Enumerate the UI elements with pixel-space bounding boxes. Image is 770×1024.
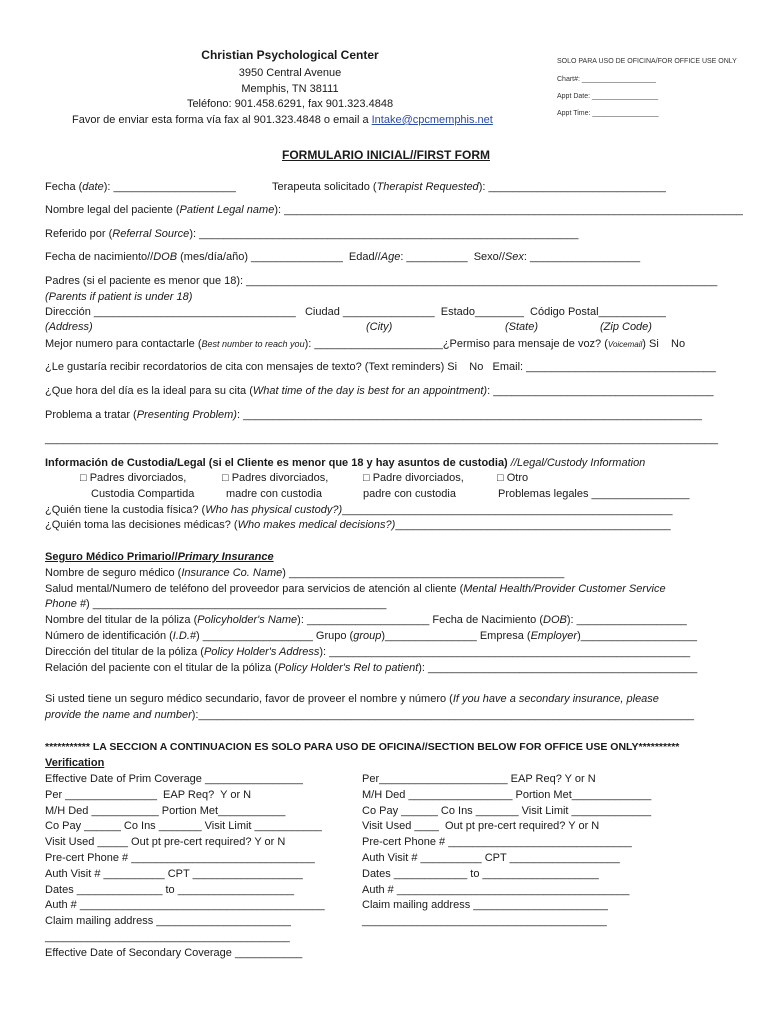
verification-left-field[interactable]: Dates ______________ to ___________________ bbox=[45, 883, 294, 896]
email-link[interactable]: Intake@cpcmemphis.net bbox=[371, 114, 493, 126]
fax-email-line bbox=[72, 113, 493, 127]
text-reminders-row[interactable]: ¿Le gustaría recibir recordatorios de cita con mensajes de texto? (Text reminders) Si No Email: _______________________________ bbox=[45, 361, 716, 373]
verification-left-field[interactable]: Pre-cert Phone # ______________________________ bbox=[45, 852, 315, 864]
verification-heading: Verification bbox=[45, 757, 105, 769]
org-name: Christian Psychological Center bbox=[201, 48, 379, 62]
verification-left-field[interactable]: Per _______________ EAP Req? Y or N bbox=[45, 788, 252, 801]
verification-left-field[interactable]: M/H Ded ___________ Portion Met___________ bbox=[45, 804, 286, 817]
verification-right-field[interactable]: Auth # ______________________________________ bbox=[362, 883, 630, 896]
state-hint: (State) bbox=[505, 321, 539, 333]
custody-option-father[interactable]: □ Padre divorciados, bbox=[363, 472, 464, 484]
verification-left-field[interactable]: ________________________________________ bbox=[45, 931, 290, 943]
therapist-field[interactable]: Terapeuta solicitado (Therapist Requested): _____________________________ bbox=[272, 181, 666, 193]
office-only-banner: *********** LA SECCION A CONTINUACION ES SOLO PARA USO DE OFICINA//SECTION BELOW FOR OFFICE USE ONLY********** bbox=[45, 741, 680, 753]
verification-right-field[interactable]: ________________________________________ bbox=[362, 915, 607, 928]
address-line-1: 3950 Central Avenue bbox=[238, 67, 342, 79]
zip-hint: (Zip Code) bbox=[600, 321, 652, 333]
patient-name-field[interactable]: Nombre legal del paciente (Patient Legal name): ___________________________________________________________________________ bbox=[45, 204, 743, 216]
custody-option-other[interactable]: □ Otro bbox=[497, 472, 529, 484]
custody-option-father-label: padre con custodia bbox=[363, 488, 456, 500]
verification-left-field[interactable]: Auth Visit # __________ CPT __________________ bbox=[45, 867, 303, 880]
verification-right-field[interactable]: Dates ____________ to ___________________ bbox=[362, 867, 599, 880]
verification-right-field[interactable]: Pre-cert Phone # ______________________________ bbox=[362, 836, 632, 849]
custody-option-shared[interactable]: □ Padres divorciados, bbox=[80, 472, 187, 484]
verification-left-field[interactable]: Visit Used _____ Out pt pre-cert required? Y or N bbox=[45, 836, 286, 849]
legal-problems-field[interactable]: Problemas legales ________________ bbox=[498, 488, 690, 500]
verification-right-field[interactable]: Per_____________________ EAP Req? Y or N bbox=[362, 773, 596, 785]
secondary-insurance-field[interactable]: provide the name and number):_________________________________________________________________________________ bbox=[45, 709, 695, 721]
secondary-insurance-label: Si usted tiene un seguro médico secundario, favor de proveer el nombre y número (If you have a secondary insurance, please bbox=[45, 693, 659, 705]
appointment-time-field[interactable]: ¿Que hora del día es la ideal para su cita (What time of the day is best for an appointment): ____________________________________ bbox=[45, 385, 714, 397]
chart-number-field[interactable]: Chart#: ___________________ bbox=[557, 76, 656, 83]
appt-time-field[interactable]: Appt Time: _________________ bbox=[557, 110, 659, 117]
problem-continuation-line[interactable]: ______________________________________________________________________________________________________________ bbox=[45, 433, 718, 445]
verification-left-field[interactable]: Co Pay ______ Co Ins _______ Visit Limit ___________ bbox=[45, 820, 322, 833]
verification-right-field[interactable]: Claim mailing address ______________________ bbox=[362, 899, 608, 912]
verification-left-field[interactable]: Effective Date of Secondary Coverage ___________ bbox=[45, 946, 303, 959]
form-title: FORMULARIO INICIAL//FIRST FORM bbox=[282, 148, 490, 162]
phone-line: Teléfono: 901.458.6291, fax 901.323.4848 bbox=[186, 98, 394, 110]
physical-custody-field[interactable]: ¿Quién tiene la custodia física? (Who has physical custody?)______________________________________________________ bbox=[45, 504, 673, 516]
address-hint: (Address) bbox=[45, 321, 93, 333]
custody-option-mother[interactable]: □ Padres divorciados, bbox=[222, 472, 329, 484]
policyholder-relation-field[interactable]: Relación del paciente con el titular de la póliza (Policy Holder's Rel to patient): ____________________________________________ bbox=[45, 662, 698, 674]
verification-right-field[interactable]: Visit Used ____ Out pt pre-cert required? Y or N bbox=[362, 820, 600, 833]
verification-right-field[interactable]: M/H Ded _________________ Portion Met_____________ bbox=[362, 788, 652, 801]
custody-heading: Información de Custodia/Legal (si el Cliente es menor que 18 y hay asuntos de custodia) //Legal/Custody Information bbox=[45, 457, 646, 469]
city-hint: (City) bbox=[366, 321, 393, 333]
verification-left-field[interactable]: Claim mailing address ______________________ bbox=[45, 915, 291, 928]
appt-date-field[interactable]: Appt Date: _________________ bbox=[557, 93, 659, 100]
policyholder-address-field[interactable]: Dirección del titular de la póliza (Policy Holder's Address): ___________________________________________________________ bbox=[45, 646, 691, 658]
policyholder-row[interactable]: Nombre del titular de la póliza (Policyholder's Name): ____________________ Fecha de Nacimiento (DOB): __________________ bbox=[45, 614, 687, 626]
address-line-2: Memphis, TN 38111 bbox=[241, 83, 339, 95]
verification-left-field[interactable]: Auth # ________________________________________ bbox=[45, 899, 325, 912]
provider-phone-field[interactable]: Phone #) ________________________________________________ bbox=[45, 598, 387, 610]
fax-text: Favor de enviar esta forma vía fax al 901.323.4848 o email a bbox=[72, 114, 372, 126]
parents-field[interactable]: Padres (si el paciente es menor que 18): _____________________________________________________________________________ bbox=[45, 275, 718, 287]
best-number-row[interactable]: Mejor numero para contactarle (Best number to reach you): _____________________¿Permiso para mensaje de voz? (Voicemail) Si No bbox=[45, 338, 686, 350]
medical-decisions-field[interactable]: ¿Quién toma las decisiones médicas? (Who makes medical decisions?)_____________________________________________ bbox=[45, 519, 671, 531]
referral-field[interactable]: Referido por (Referral Source): ______________________________________________________________ bbox=[45, 228, 579, 240]
office-box-title: SOLO PARA USO DE OFICINA/FOR OFFICE USE ONLY bbox=[557, 58, 737, 65]
custody-option-mother-label: madre con custodia bbox=[226, 488, 322, 500]
verification-right-field[interactable]: Co Pay ______ Co Ins _______ Visit Limit _____________ bbox=[362, 804, 652, 817]
presenting-problem-field[interactable]: Problema a tratar (Presenting Problem): ___________________________________________________________________________ bbox=[45, 409, 702, 421]
verification-right-field[interactable]: Auth Visit # __________ CPT __________________ bbox=[362, 852, 620, 864]
verification-left-field[interactable]: Effective Date of Prim Coverage ________________ bbox=[45, 773, 303, 785]
insurance-name-field[interactable]: Nombre de seguro médico (Insurance Co. Name) _____________________________________________ bbox=[45, 567, 565, 579]
parents-hint: (Parents if patient is under 18) bbox=[45, 291, 193, 303]
address-row[interactable]: Dirección _________________________________ Ciudad _______________ Estado________ Código Postal___________ bbox=[45, 306, 666, 318]
id-group-employer-row[interactable]: Número de identificación (I.D.#) __________________ Grupo (group)_______________ Empresa (Employer)___________________ bbox=[45, 630, 697, 642]
date-field[interactable]: Fecha (date): ____________________ bbox=[45, 181, 236, 193]
insurance-heading: Seguro Médico Primario//Primary Insurance bbox=[45, 551, 274, 563]
dob-age-sex-row[interactable]: Fecha de nacimiento//DOB (mes/día/año) _______________ Edad//Age: __________ Sexo//Sex: __________________ bbox=[45, 251, 641, 263]
provider-service-label: Salud mental/Numero de teléfono del proveedor para servicios de atención al cliente (Mental Health/Provider Customer Service bbox=[45, 583, 666, 595]
custody-option-shared-label: Custodia Compartida bbox=[91, 488, 195, 500]
